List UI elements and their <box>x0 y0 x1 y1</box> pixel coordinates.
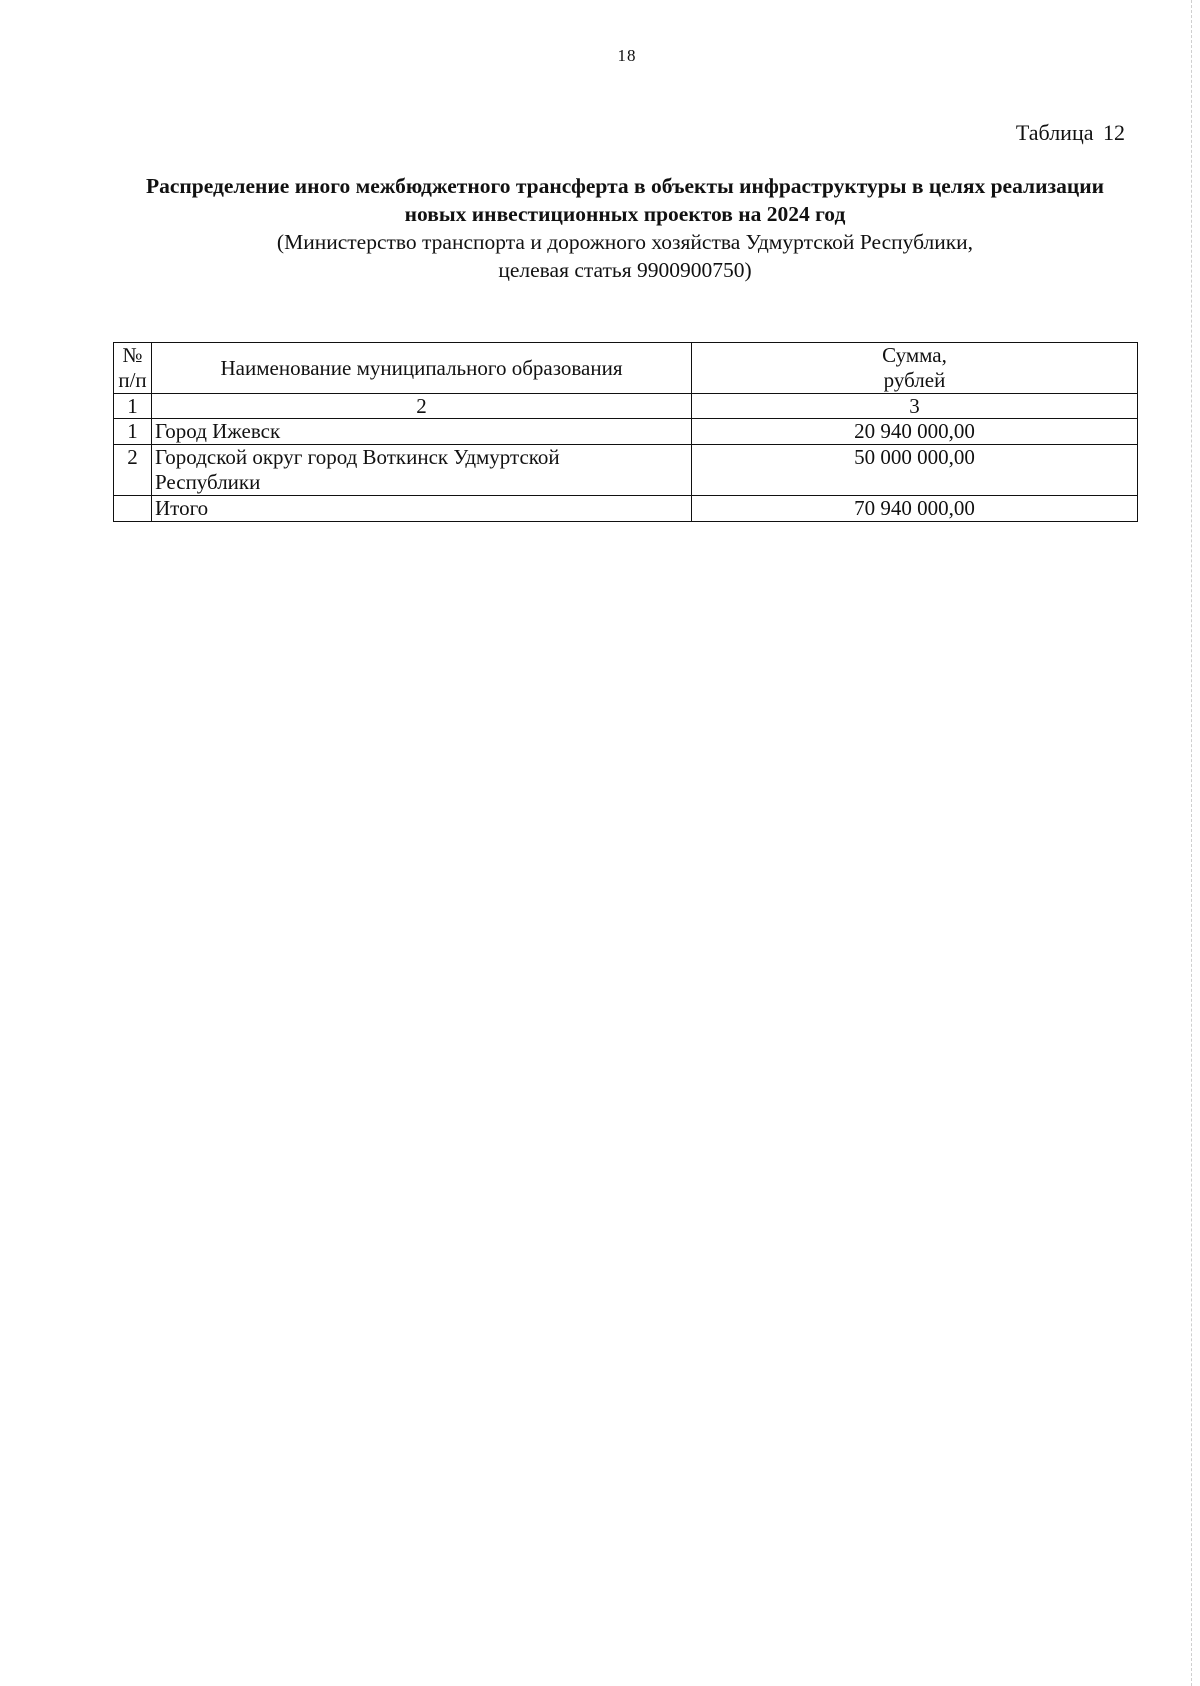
column-index-1: 1 <box>114 394 152 419</box>
row-sum: 50 000 000,00 <box>692 445 1138 496</box>
title-line-1: Распределение иного межбюджетного трансферта в объекты инфраструктуры в целях реализации <box>145 174 1105 198</box>
municipality-name <box>152 419 692 445</box>
title-line-2: новых инвестиционных проектов на 2024 год <box>404 202 846 226</box>
municipality-name-line: Городской округ город Воткинск Удмуртской <box>155 445 560 469</box>
row-sum: 20 940 000,00 <box>692 419 1138 445</box>
header-sum-unit: рублей <box>883 368 946 392</box>
subtitle-line-1: (Министерство транспорта и дорожного хозяйства Удмуртской Республики, <box>276 230 974 254</box>
column-index-2: 2 <box>152 394 692 419</box>
distribution-table <box>113 342 1138 522</box>
column-index-row <box>114 394 1138 419</box>
total-number <box>114 496 152 522</box>
municipality-name-line: Город Ижевск <box>155 419 281 443</box>
municipality-name-line: Республики <box>155 470 261 494</box>
header-number <box>114 343 152 394</box>
row-number: 1 <box>114 419 152 445</box>
page-number: 18 <box>617 46 637 65</box>
header-municipality: Наименование муниципального образования <box>152 343 692 394</box>
header-number-symbol: № <box>122 343 143 367</box>
municipality-name <box>152 445 692 496</box>
table-row <box>114 419 1138 445</box>
table-label: Таблица 12 <box>1015 120 1125 145</box>
table-header-row <box>114 343 1138 394</box>
title-block <box>110 172 1140 284</box>
subtitle-line-2: целевая статья 9900900750) <box>498 258 752 282</box>
header-number-abbrev: п/п <box>118 368 147 392</box>
header-sum <box>692 343 1138 394</box>
total-row <box>114 496 1138 522</box>
total-sum: 70 940 000,00 <box>692 496 1138 522</box>
header-sum-title: Сумма, <box>882 343 947 367</box>
table-row <box>114 445 1138 496</box>
column-index-3: 3 <box>692 394 1138 419</box>
scan-edge-artifact <box>1189 0 1192 1686</box>
total-label: Итого <box>152 496 692 522</box>
row-number: 2 <box>114 445 152 496</box>
